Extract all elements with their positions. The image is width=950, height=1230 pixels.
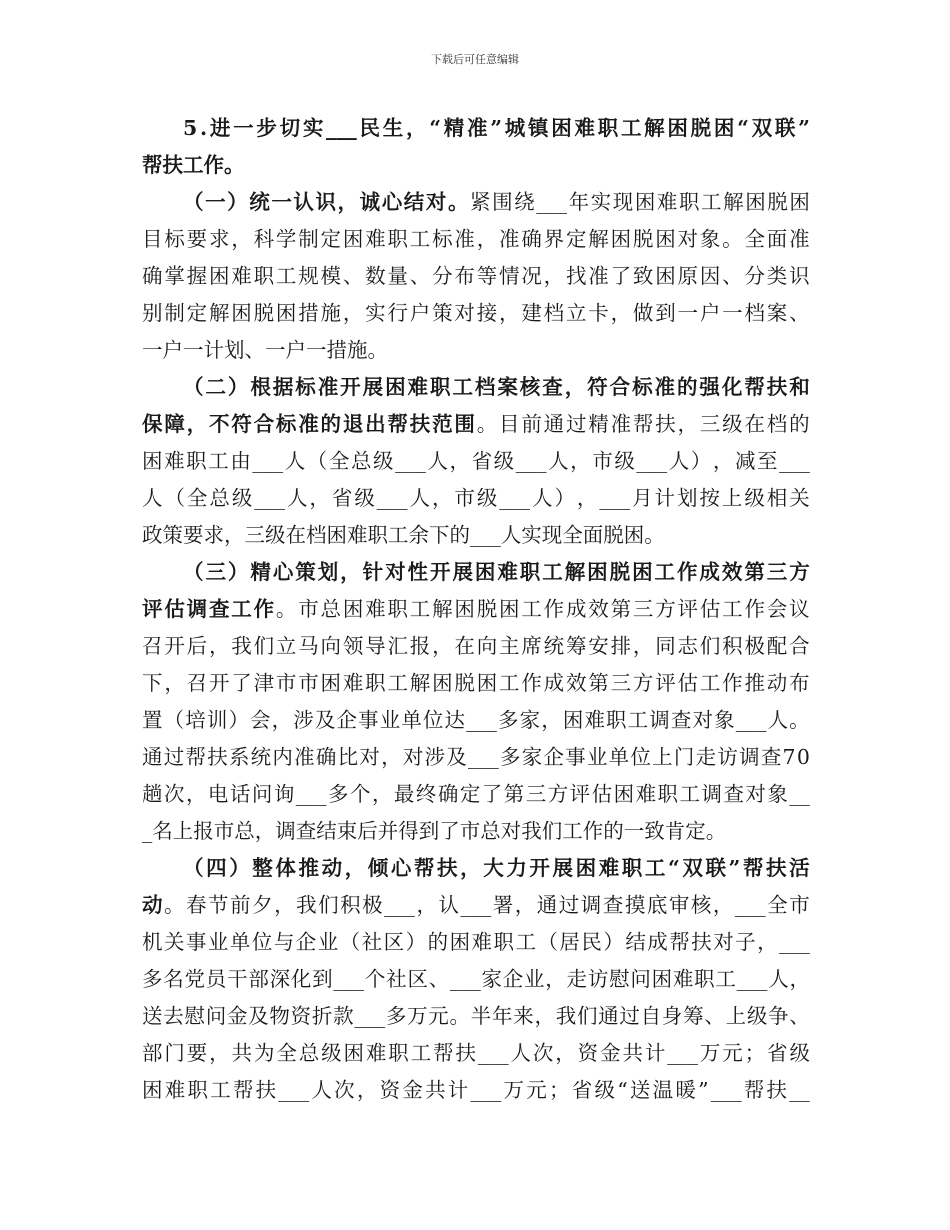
document-body (142, 110, 810, 1109)
body-text: 一户一计划、一户一措施。 (142, 338, 388, 362)
text-line: 困 难 职 工 帮 扶 ___ 人 次 ， 资 金 共 计 ___ 万 元 ； 省 级 “ 送 温 暖 ” ___ 帮 扶 __ (142, 1078, 810, 1102)
text-line: 保 障 ， 不 符 合 标 准 的 退 出 帮 扶 范 围 。 目 前 通 过 精 准 帮 扶 ， 三 级 在 档 的 (142, 412, 810, 436)
text-line: 评 估 调 查 工 作 。 市 总 困 难 职 工 解 困 脱 困 工 作 成 效 第 三 方 评 估 工 作 会 议 (142, 597, 810, 621)
text-line: 召 开 后 ， 我 们 立 马 向 领 导 汇 报 ， 在 向 主 席 统 筹 安 排 ， 同 志 们 积 极 配 合 (142, 634, 810, 658)
text-line (142, 332, 810, 369)
body-text: _名上报市总，调查结束后并得到了市总对我们工作的一致肯定。 (142, 819, 727, 843)
text-line: 机 关 事 业 单 位 与 企 业 （ 社 区 ） 的 困 难 职 工 （ 居 民 ） 结 成 帮 扶 对 子 ， ___ (142, 930, 810, 954)
paragraph (142, 110, 810, 184)
paragraph (142, 369, 810, 554)
text-line: 确 掌 握 困 难 职 工 规 模 、 数 量 、 分 布 等 情 况 ， 找 准 了 致 困 原 因 、 分 类 识 (142, 264, 810, 288)
text-line: 目 标 要 求 ， 科 学 制 定 困 难 职 工 标 准 ， 准 确 界 定 解 困 脱 困 对 象 。 全 面 准 (142, 227, 810, 251)
bold-text: 帮扶工作。 (142, 153, 245, 177)
text-line: 别 制 定 解 困 脱 困 措 施 ， 实 行 户 策 对 接 ， 建 档 立 卡 ， 做 到 一 户 一 档 案 、 (142, 301, 810, 325)
text-line: 困 难 职 工 由 ___ 人 （ 全 总 级 ___ 人 ， 省 级 ___ 人 ， 市 级 ___ 人 ） ， 减 至 ___ (142, 449, 810, 473)
text-line: 动 。 春 节 前 夕 ， 我 们 积 极 ___ ， 认 ___ 署 ， 通 过 调 查 摸 底 审 核 ， ___ 全 市 (142, 893, 810, 917)
paragraph (142, 850, 810, 1109)
text-line: （ 三 ） 精 心 策 划 ， 针 对 性 开 展 困 难 职 工 解 困 脱 困 工 作 成 效 第 三 方 (183, 560, 810, 584)
body-text: 政策要求，三级在档困难职工余下的___人实现全面脱困。 (142, 523, 665, 547)
text-line: 送 去 慰 问 金 及 物 资 折 款 ___ 多 万 元 。 半 年 来 ， 我 们 通 过 自 身 筹 、 上 级 争 、 (142, 1004, 810, 1028)
text-line: 多 名 党 员 干 部 深 化 到 ___ 个 社 区 、 ___ 家 企 业 ， 走 访 慰 问 困 难 职 工 ___ 人 ， (142, 967, 810, 991)
text-line: 通 过 帮 扶 系 统 内 准 确 比 对 ， 对 涉 及 ___ 多 家 企 事 业 单 位 上 门 走 访 调 查 7 0 (142, 745, 810, 769)
text-line: 下 ， 召 开 了 津 市 市 困 难 职 工 解 困 脱 困 工 作 成 效 第 三 方 评 估 工 作 推 动 布 (142, 671, 810, 695)
text-line: （ 二 ） 根 据 标 准 开 展 困 难 职 工 档 案 核 查 ， 符 合 标 准 的 强 化 帮 扶 和 (183, 375, 810, 399)
text-line: 置 （ 培 训 ） 会 ， 涉 及 企 事 业 单 位 达 ___ 多 家 ， 困 难 职 工 调 查 对 象 ___ 人 。 (142, 708, 810, 732)
text-line: 部 门 要 ， 共 为 全 总 级 困 难 职 工 帮 扶 ___ 人 次 ， 资 金 共 计 ___ 万 元 ； 省 级 (142, 1041, 810, 1065)
paragraph (142, 554, 810, 850)
text-line: （ 一 ） 统 一 认 识 ， 诚 心 结 对 。 紧 围 绕 ___ 年 实 现 困 难 职 工 解 困 脱 困 (183, 190, 810, 214)
text-line (142, 813, 810, 850)
page-header-note: 下载后可任意编辑 (431, 53, 519, 66)
text-line: 趟 次 ， 电 话 问 询 ___ 多 个 ， 最 终 确 定 了 第 三 方 评 估 困 难 职 工 调 查 对 象 __ (142, 782, 810, 806)
text-line: 人 （ 全 总 级 ___ 人 ， 省 级 ___ 人 ， 市 级 ___ 人 ） ， ___ 月 计 划 按 上 级 相 关 (142, 486, 810, 510)
paragraph (142, 184, 810, 369)
text-line (142, 517, 810, 554)
text-line (142, 147, 810, 184)
text-line: （ 四 ） 整 体 推 动 ， 倾 心 帮 扶 ， 大 力 开 展 困 难 职 工 “ 双 联 ” 帮 扶 活 (183, 856, 810, 880)
text-line: 5 . 进 一 步 切 实 ___ 民 生 ， “ 精 准 ” 城 镇 困 难 职 工 解 困 脱 困 “ 双 联 ” (183, 116, 810, 140)
